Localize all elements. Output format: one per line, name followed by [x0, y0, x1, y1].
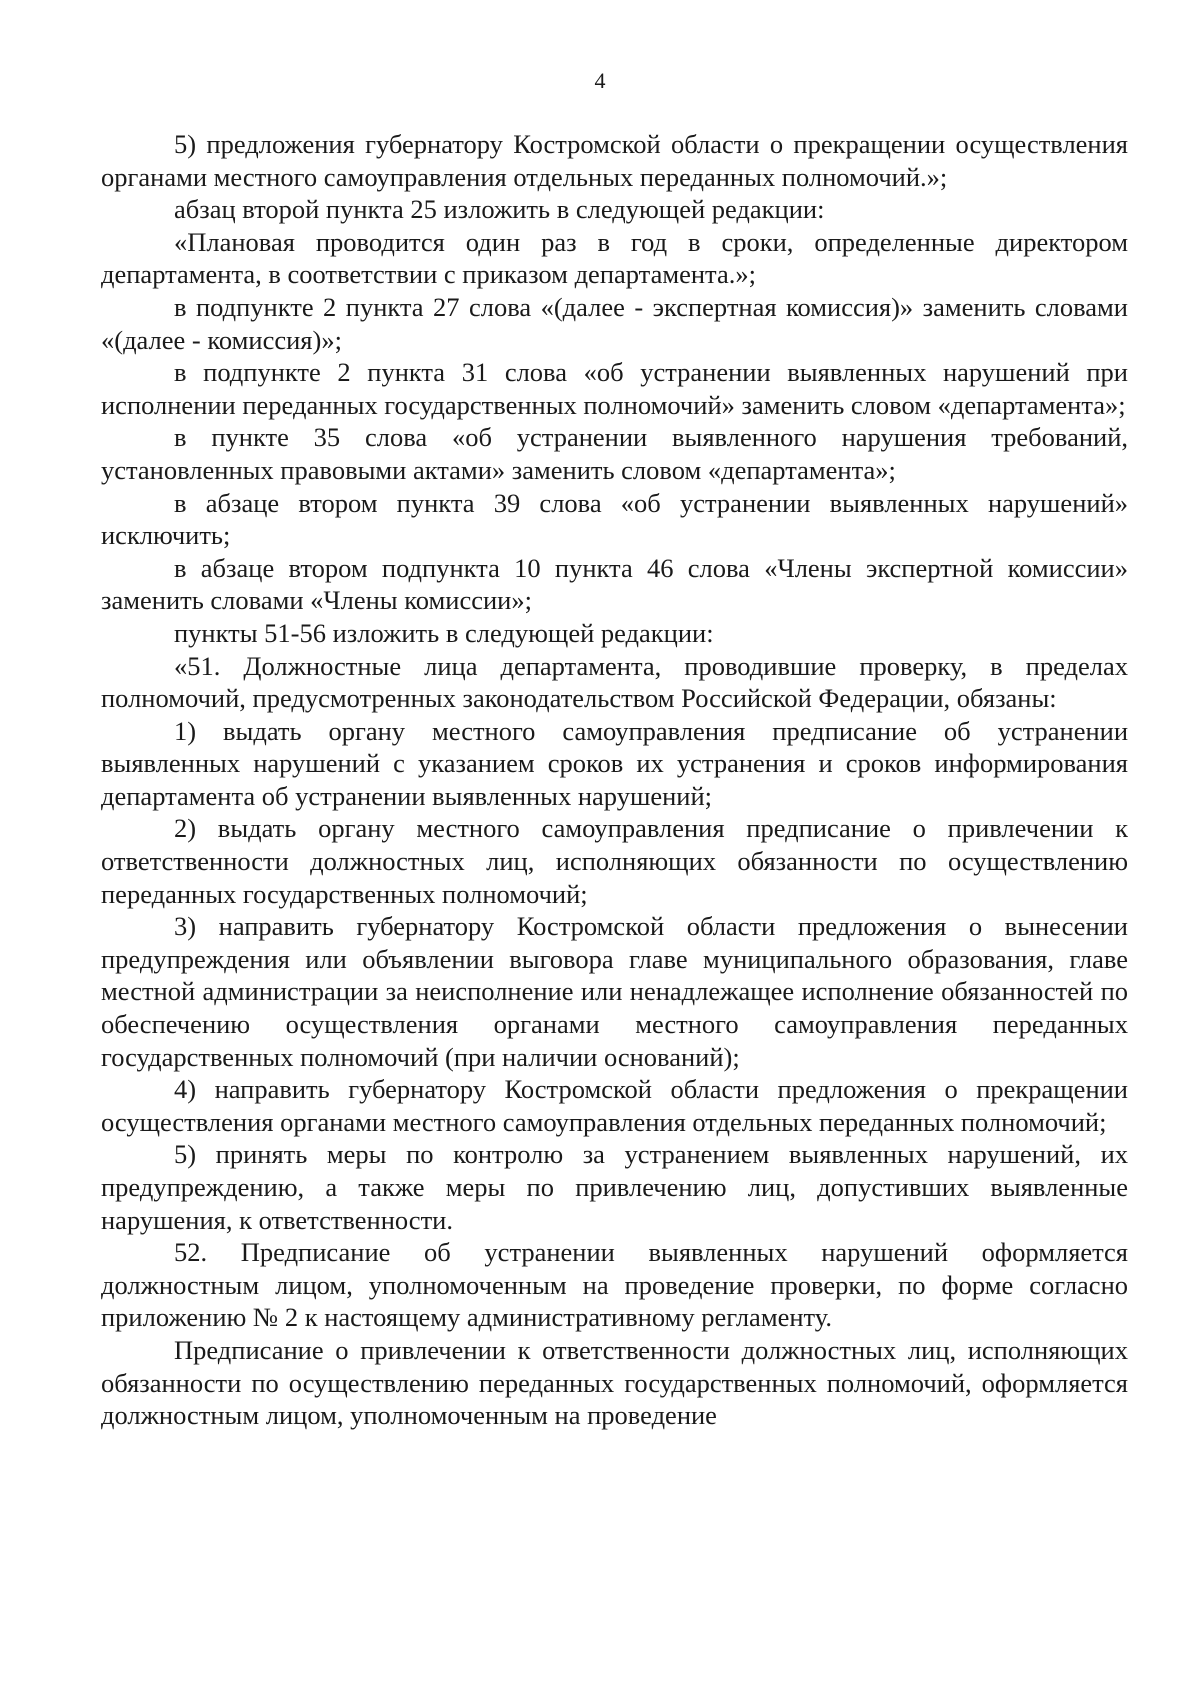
list-item: 5) принять меры по контролю за устранением выявленных нарушений, их предупреждению, а также меры по привлечению лиц, допустивших выявленные нарушения, к ответственности.: [101, 1139, 1128, 1235]
list-item: 3) направить губернатору Костромской области предложения о вынесении предупреждения или объявлении выговора главе муниципального образования, главе местной администрации за неисполнение или ненадлежащее исполнение обязанностей по обеспечению осуществления органами местного самоуправления переданных государственных полномочий (при наличии оснований);: [101, 911, 1128, 1072]
paragraph: в подпункте 2 пункта 31 слова «об устранении выявленных нарушений при исполнении переданных государственных полномочий» заменить словом «департамента»;: [101, 357, 1128, 420]
list-item: 4) направить губернатору Костромской области предложения о прекращении осуществления органами местного самоуправления отдельных переданных полномочий;: [101, 1074, 1128, 1137]
paragraph: в пункте 35 слова «об устранении выявленного нарушения требований, установленных правовыми актами» заменить словом «департамента»;: [101, 422, 1128, 485]
paragraph: в абзаце втором подпункта 10 пункта 46 слова «Члены экспертной комиссии» заменить словами «Члены комиссии»;: [101, 552, 1128, 616]
paragraph: 52. Предписание об устранении выявленных нарушений оформляется должностным лицом, уполномоченным на проведение проверки, по форме согласно приложению № 2 к настоящему административному регламенту.: [101, 1237, 1128, 1333]
list-item: 1) выдать органу местного самоуправления предписание об устранении выявленных нарушений с указанием сроков их устранения и сроков информирования департамента об устранении выявленных нарушений;: [101, 715, 1128, 811]
paragraph: «51. Должностные лица департамента, проводившие проверку, в пределах полномочий, предусмотренных законодательством Российской Федерации, обязаны:: [101, 650, 1128, 714]
paragraph: в подпункте 2 пункта 27 слова «(далее - экспертная комиссия)» заменить словами «(далее - комиссия)»;: [101, 291, 1128, 355]
document-body: [101, 128, 1128, 1432]
page-number: 4: [594, 68, 606, 93]
paragraph: «Плановая проводится один раз в год в сроки, определенные директором департамента, в соответствии с приказом департамента.»;: [101, 226, 1128, 290]
list-item: 2) выдать органу местного самоуправления предписание о привлечении к ответственности должностных лиц, исполняющих обязанности по осуществлению переданных государственных полномочий;: [101, 813, 1128, 909]
paragraph: пункты 51-56 изложить в следующей редакции:: [174, 617, 714, 648]
paragraph: абзац второй пункта 25 изложить в следующей редакции:: [174, 194, 825, 225]
paragraph: в абзаце втором пункта 39 слова «об устранении выявленных нарушений» исключить;: [101, 487, 1128, 551]
paragraph: Предписание о привлечении к ответственности должностных лиц, исполняющих обязанности по осуществлению переданных государственных полномочий, оформляется должностным лицом, уполномоченным на проведение: [101, 1334, 1128, 1431]
paragraph: 5) предложения губернатору Костромской области о прекращении осуществления органами местного самоуправления отдельных переданных полномочий.»;: [101, 129, 1128, 192]
